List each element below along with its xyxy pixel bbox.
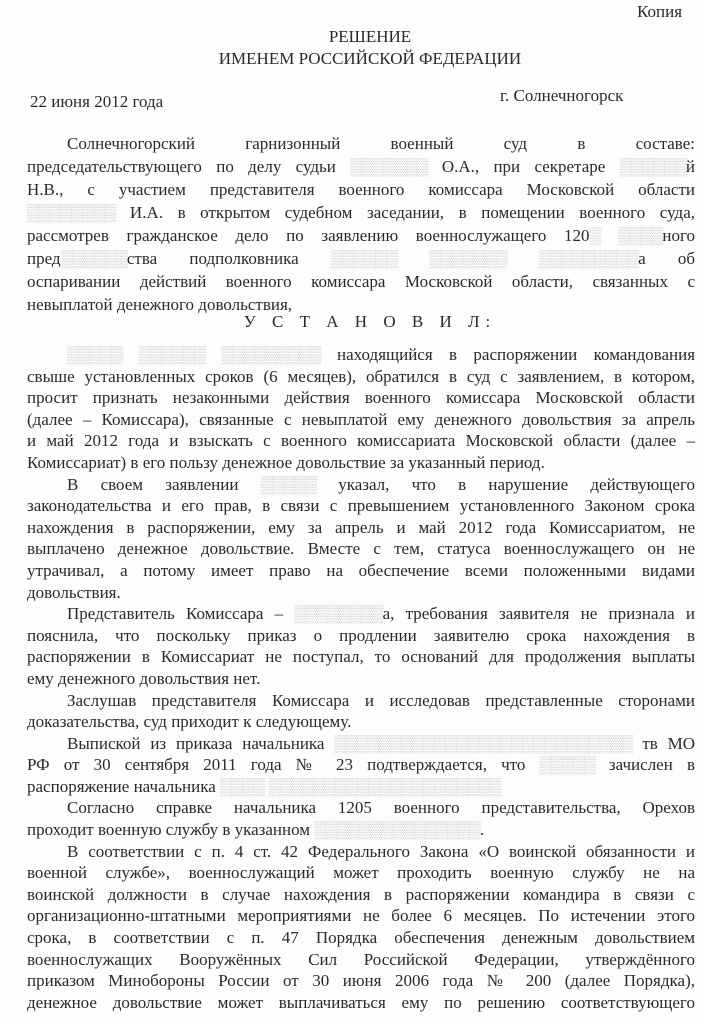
paragraph xyxy=(27,797,695,840)
redacted-text: ▒▒▒▒▒▒ xyxy=(60,249,127,268)
paragraph-line: нахождения в распоряжении, ему за апрель и май 2012 года Комиссариатом, не xyxy=(27,517,695,537)
paragraph-line: доказательства, суд приходит к следующему. xyxy=(27,712,352,732)
redacted-text: ▒▒▒▒▒▒▒ xyxy=(429,249,507,268)
paragraph-line: и май 2012 года и взыскать с военного комиссариата Московской области (далее – xyxy=(27,431,695,451)
paragraph-line: Заслушав представителя Комиссара и исследовав представленные сторонами xyxy=(67,690,695,710)
intro-line: оспаривании действий военного комиссара Московской области, связанных с xyxy=(27,272,695,291)
redacted-text: ▒▒▒▒▒▒▒▒▒▒▒▒▒▒▒▒▒▒▒▒▒▒▒▒▒▒▒ xyxy=(334,733,633,753)
paragraph-line: Согласно справке начальника 1205 военного представительства, Орехов xyxy=(67,798,695,818)
intro-line: председательствующего по делу судьи ▒▒▒▒▒▒▒ О.А., при секретаре ▒▒▒▒▒▒й xyxy=(27,157,695,176)
paragraph-line: проходит военную службу в указанном ▒▒▒▒▒▒▒▒▒▒▒▒▒▒▒. xyxy=(27,820,485,840)
paragraph-line: Комиссариат) в его пользу денежное довольствие за указанный период. xyxy=(27,452,545,472)
paragraph-line: просит признать незаконными действия военного комиссара Московской области xyxy=(27,388,695,408)
document-body xyxy=(27,344,695,1013)
redacted-text: ▒▒▒▒▒▒▒▒▒ xyxy=(221,345,321,364)
intro-line: ▒▒▒▒▒▒▒▒ И.А. в открытом судебном заседании, в помещении военного суда, xyxy=(27,203,695,222)
document-title: РЕШЕНИЕ xyxy=(328,27,412,46)
paragraph-line: пояснила, что поскольку приказ о продлении заявителю срока нахождения в xyxy=(27,625,695,645)
paragraph-line: военной службе», военнослужащий может проходить военную службу не на xyxy=(27,863,695,883)
paragraph-line: В своем заявлении ▒▒▒▒▒ указал, что в нарушение действующего xyxy=(67,474,695,494)
paragraph-line: распоряжении в Комиссариат не поступал, то оснований для продолжения выплаты xyxy=(27,647,695,667)
paragraph-line: распоряжение начальника ▒▒▒▒ ▒▒▒▒▒▒▒▒▒▒▒▒▒▒▒▒▒▒▒▒▒ xyxy=(27,776,501,796)
paragraph-line: денежное довольствие может выплачиваться ему по решению соответствующего xyxy=(27,992,695,1012)
redacted-text: ▒▒▒▒▒▒ xyxy=(619,157,686,176)
paragraph-line: довольствия. xyxy=(27,582,121,602)
paragraph-line: РФ от 30 сентября 2011 года № 23 подтверждается, что ▒▒▒▒▒ зачислен в xyxy=(27,755,695,775)
document-date: 22 июня 2012 года xyxy=(30,92,164,111)
redacted-text: ▒▒▒▒▒▒▒▒ xyxy=(294,604,383,624)
paragraph-line: приказом Минобороны России от 30 июня 2006 года № 200 (далее Порядка), xyxy=(27,971,695,991)
document-subtitle: ИМЕНЕМ РОССИЙСКОЙ ФЕДЕРАЦИИ xyxy=(218,49,522,68)
intro-paragraph xyxy=(27,132,695,316)
intro-line: рассмотрев гражданское дело по заявлению военнослужащего 120▒ ▒▒▒▒ного xyxy=(27,226,696,245)
redacted-text: ▒▒▒▒▒▒ xyxy=(330,249,398,268)
paragraph-line: утрачивал, а потому имеет право на обеспечение всеми положенными видами xyxy=(27,560,695,580)
paragraph xyxy=(27,690,695,733)
paragraph xyxy=(27,841,695,1014)
paragraph-line: (далее – Комиссара), связанные с невыплатой ему денежного довольствия за апрель xyxy=(27,409,695,429)
paragraph xyxy=(27,474,695,604)
redacted-text: ▒▒▒▒▒ xyxy=(539,755,595,775)
redacted-text: ▒▒▒▒▒▒▒▒▒▒▒▒▒▒▒▒▒▒▒▒▒ xyxy=(268,776,501,796)
paragraph-line: воинской должности в случае нахождения в распоряжении командира в связи с xyxy=(27,884,695,904)
copy-mark: Копия xyxy=(637,2,683,21)
intro-line: пред▒▒▒▒▒▒ства подполковника ▒▒▒▒▒▒ ▒▒▒▒▒▒▒ ▒▒▒▒▒▒▒▒▒а об xyxy=(27,249,696,268)
paragraph-line: В соответствии с п. 4 ст. 42 Федерального Закона «О воинской обязанности и xyxy=(67,841,695,861)
section-title: У С Т А Н О В И Л: xyxy=(243,312,497,331)
paragraph-line: ему денежного довольствия нет. xyxy=(27,668,261,688)
paragraph-line: выплачено денежное довольствие. Вместе с тем, статуса военнослужащего он не xyxy=(27,539,695,559)
paragraph-line: свыше установленных сроков (6 месяцев), обратился в суд с заявлением, в котором, xyxy=(27,366,695,386)
redacted-text: ▒▒▒▒▒ xyxy=(260,474,316,494)
paragraph xyxy=(27,344,695,474)
redacted-text: ▒▒▒▒ xyxy=(220,776,265,796)
intro-line: Н.В., с участием представителя военного комиссара Московской области xyxy=(27,180,695,199)
redacted-text: ▒▒▒▒▒▒▒▒▒▒▒▒▒▒▒ xyxy=(314,820,480,840)
document-city: г. Солнечногорск xyxy=(500,86,624,105)
intro-line: Солнечногорский гарнизонный военный суд в составе: xyxy=(67,134,695,153)
paragraph-line: ▒▒▒▒▒ ▒▒▒▒▒▒ ▒▒▒▒▒▒▒▒▒ находящийся в распоряжении командования xyxy=(67,345,696,364)
paragraph-line: Выпиской из приказа начальника ▒▒▒▒▒▒▒▒▒▒▒▒▒▒▒▒▒▒▒▒▒▒▒▒▒▒▒ тв МО xyxy=(67,733,695,753)
redacted-text: ▒▒▒▒▒▒▒ xyxy=(350,157,428,176)
paragraph-line: срока, в соответствии с п. 47 Порядка обеспечения денежным довольствием xyxy=(27,928,695,948)
redacted-text: ▒▒▒▒▒▒▒▒▒ xyxy=(538,249,639,268)
redacted-text: ▒▒▒▒ xyxy=(618,226,663,245)
redacted-text: ▒▒▒▒▒ xyxy=(67,345,123,364)
paragraph-line: Представитель Комиссара – ▒▒▒▒▒▒▒▒а, требования заявителя не признала и xyxy=(67,604,695,624)
paragraph-line: организационно-штатными мероприятиями не более 6 месяцев. По истечении этого xyxy=(27,906,695,926)
paragraph-line: военнослужащих Вооружённых Сил Российской Федерации, утверждённого xyxy=(27,949,695,969)
redacted-text: ▒▒▒▒▒▒ xyxy=(138,345,205,364)
paragraph xyxy=(27,733,695,798)
redacted-text: ▒ xyxy=(589,226,601,245)
paragraph-line: законодательства и его прав, в связи с превышением установленного Законом срока xyxy=(27,496,695,516)
intro-line: невыплатой денежного довольствия, xyxy=(27,295,293,314)
redacted-text: ▒▒▒▒▒▒▒▒ xyxy=(27,203,116,222)
paragraph xyxy=(27,603,695,689)
